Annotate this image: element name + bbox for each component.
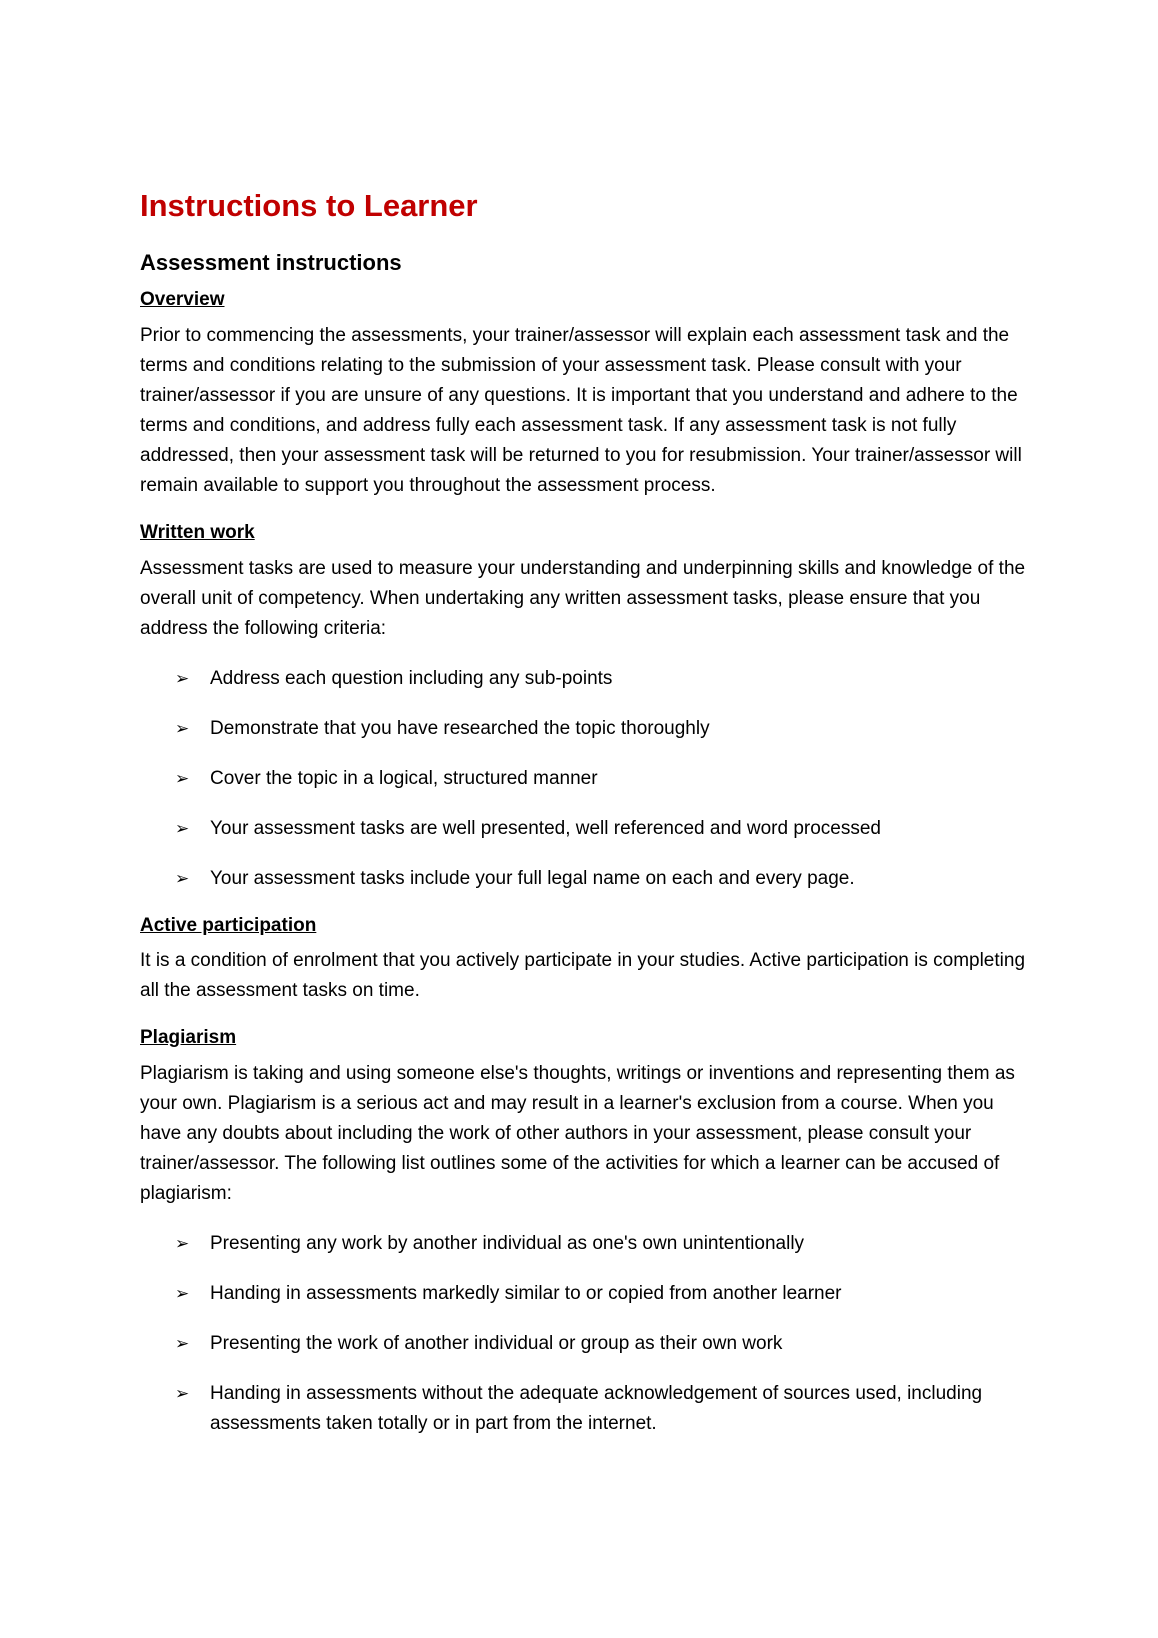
list-item-text: Address each question including any sub-points [210, 667, 613, 689]
arrow-bullet-icon: ➢ [175, 1284, 190, 1304]
plagiarism-heading: Plagiarism [140, 1027, 237, 1049]
arrow-bullet-icon: ➢ [175, 868, 190, 888]
plagiarism-paragraph: Plagiarism is taking and using someone else's thoughts, writings or inventions and representing them as your own. Plagiarism is a serious act and may result in a learner's exclusion from a course. When you have any doubts about including the work of other authors in your assessment, please consult your trainer/assessor. The following list outlines some of the activities for which a learner can be accused of plagiarism: [140, 1063, 1015, 1205]
overview-paragraph: Prior to commencing the assessments, your trainer/assessor will explain each assessment task and the terms and conditions relating to the submission of your assessment task. Please consult with your trainer/assessor if you are unsure of any questions. It is important that you understand and adhere to the terms and conditions, and address fully each assessment task. If any assessment task is not fully addressed, then your assessment task will be returned to you for resubmission. Your trainer/assessor will remain available to support you throughout the assessment process. [140, 324, 1022, 496]
list-item-text: Presenting the work of another individual or group as their own work [210, 1333, 783, 1355]
list-item-text: Handing in assessments markedly similar to or copied from another learner [210, 1283, 842, 1305]
arrow-bullet-icon: ➢ [175, 818, 190, 838]
list-item-text: Your assessment tasks include your full legal name on each and every page. [210, 867, 855, 889]
arrow-bullet-icon: ➢ [175, 1234, 190, 1254]
arrow-bullet-icon: ➢ [175, 1334, 190, 1354]
written-work-heading: Written work [140, 521, 255, 543]
active-participation-heading: Active participation [140, 914, 317, 936]
list-item [140, 1229, 1030, 1259]
written-work-criteria-list [140, 664, 1030, 894]
page-title: Instructions to Learner [140, 188, 478, 223]
overview-heading: Overview [140, 289, 225, 311]
arrow-bullet-icon: ➢ [175, 1384, 190, 1404]
list-item-text: Demonstrate that you have researched the topic thoroughly [210, 717, 710, 739]
arrow-bullet-icon: ➢ [175, 668, 190, 688]
list-item [140, 1279, 1030, 1309]
section-title: Assessment instructions [140, 249, 402, 275]
list-item-text: Presenting any work by another individual as one's own unintentionally [210, 1233, 805, 1255]
arrow-bullet-icon: ➢ [175, 768, 190, 788]
active-participation-paragraph: It is a condition of enrolment that you actively participate in your studies. Active participation is completing all the assessment tasks on time. [140, 950, 1026, 1002]
list-item [140, 714, 1030, 744]
list-item-text: Cover the topic in a logical, structured manner [210, 767, 598, 789]
list-item-text: Handing in assessments without the adequate acknowledgement of sources used, including assessments taken totally or in part from the internet. [210, 1383, 983, 1435]
list-item [140, 864, 1030, 894]
list-item-text: Your assessment tasks are well presented, well referenced and word processed [210, 817, 881, 839]
list-item [140, 1379, 1030, 1439]
list-item [140, 1329, 1030, 1359]
page-content [140, 188, 1030, 1459]
list-item [140, 814, 1030, 844]
list-item [140, 664, 1030, 694]
list-item [140, 764, 1030, 794]
plagiarism-activities-list [140, 1229, 1030, 1439]
arrow-bullet-icon: ➢ [175, 718, 190, 738]
written-work-paragraph: Assessment tasks are used to measure your understanding and underpinning skills and knowledge of the overall unit of competency. When undertaking any written assessment tasks, please ensure that you address the following criteria: [140, 557, 1026, 639]
